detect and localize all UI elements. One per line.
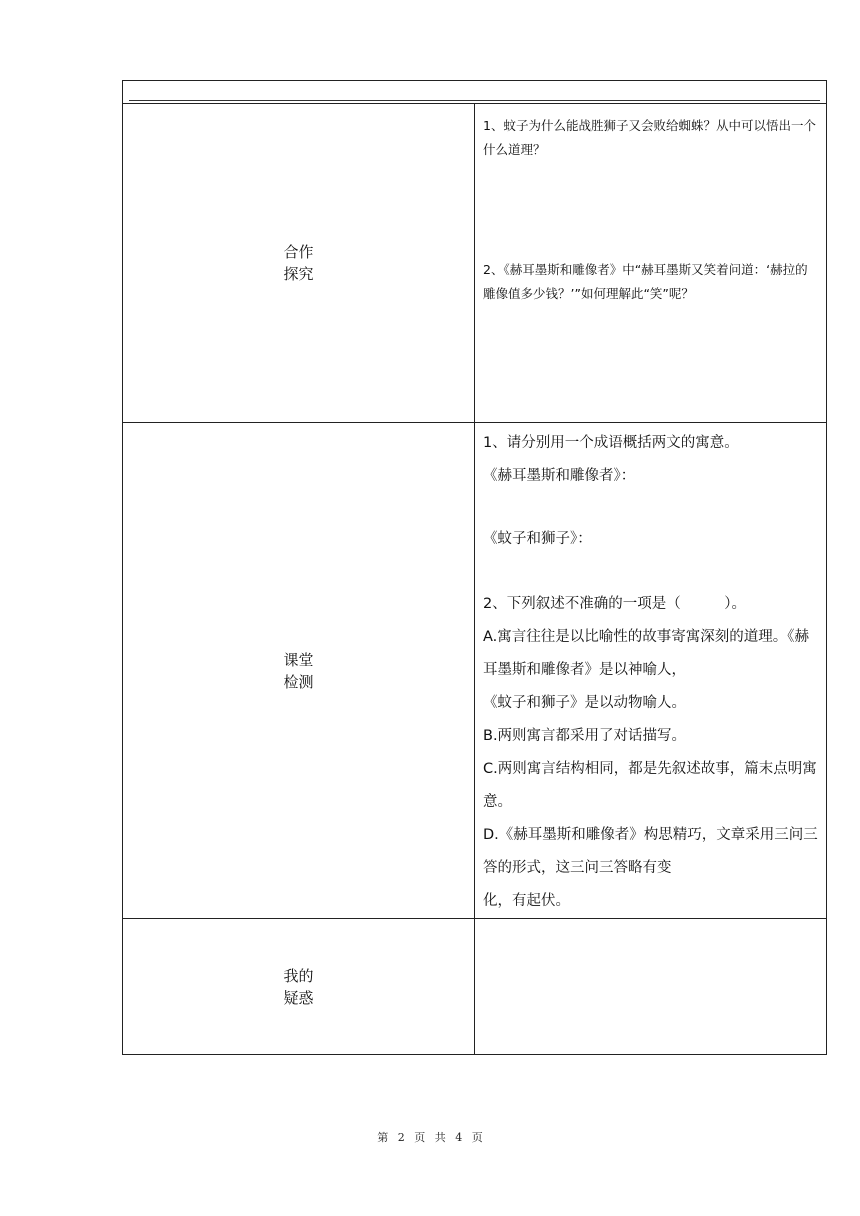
- option-d: D.《赫耳墨斯和雕像者》构思精巧，文章采用三问三答的形式，这三问三答略有变: [483, 827, 818, 876]
- answer-line-a: 《赫耳墨斯和雕像者》：: [483, 468, 636, 484]
- option-a-cont: 《蚊子和狮子》是以动物喻人。: [483, 695, 686, 711]
- label-line: 合作: [283, 243, 314, 261]
- footer-text: 第: [377, 1131, 389, 1144]
- label-line: 疑惑: [283, 988, 314, 1007]
- footer-text: 页: [471, 1131, 483, 1144]
- table-header-row: [123, 81, 827, 104]
- header-rule: [129, 100, 820, 101]
- question-1: 1、蚊子为什么能战胜狮子又会败给蜘蛛？从中可以悟出一个什么道理？: [483, 118, 816, 157]
- label-line: 检测: [283, 672, 314, 691]
- worksheet-table: [122, 80, 827, 1055]
- total-page-number: 4: [455, 1131, 463, 1144]
- option-c: C.两则寓言结构相同，都是先叙述故事，篇末点明寓意。: [483, 761, 817, 810]
- section-content-classroom-check: [475, 423, 827, 919]
- label-line: 课堂: [283, 650, 314, 669]
- section-label-cooperative: [123, 104, 475, 423]
- section-my-doubts: [123, 919, 827, 1055]
- section-label-my-doubts: [123, 919, 475, 1055]
- section-content-cooperative: [475, 104, 827, 423]
- option-d-cont: 化，有起伏。: [483, 893, 570, 909]
- question-1: 1、请分别用一个成语概括两文的寓意。: [483, 435, 739, 451]
- question-2: 2、《赫耳墨斯和雕像者》中“赫耳墨斯又笑着问道：‘赫拉的雕像值多少钱？’”如何理解此“笑”呢？: [483, 262, 808, 301]
- option-b: B.两则寓言都采用了对话描写。: [483, 728, 687, 744]
- footer-text: 页: [414, 1131, 426, 1144]
- current-page-number: 2: [397, 1131, 405, 1144]
- label-line: 探究: [283, 265, 314, 283]
- answer-line-b: 《蚊子和狮子》：: [483, 531, 592, 547]
- question-2: 2、下列叙述不准确的一项是（ ）。: [483, 596, 746, 612]
- footer-text: 共: [434, 1131, 446, 1144]
- page-footer: [0, 1129, 860, 1145]
- section-cooperative: [123, 104, 827, 423]
- option-a: A.寓言往往是以比喻性的故事寄寓深刻的道理。《赫耳墨斯和雕像者》是以神喻人，: [483, 629, 810, 678]
- label-line: 我的: [283, 966, 314, 985]
- section-label-classroom-check: [123, 423, 475, 919]
- section-classroom-check: [123, 423, 827, 919]
- header-cell: [123, 81, 827, 104]
- section-content-my-doubts: [475, 919, 827, 1055]
